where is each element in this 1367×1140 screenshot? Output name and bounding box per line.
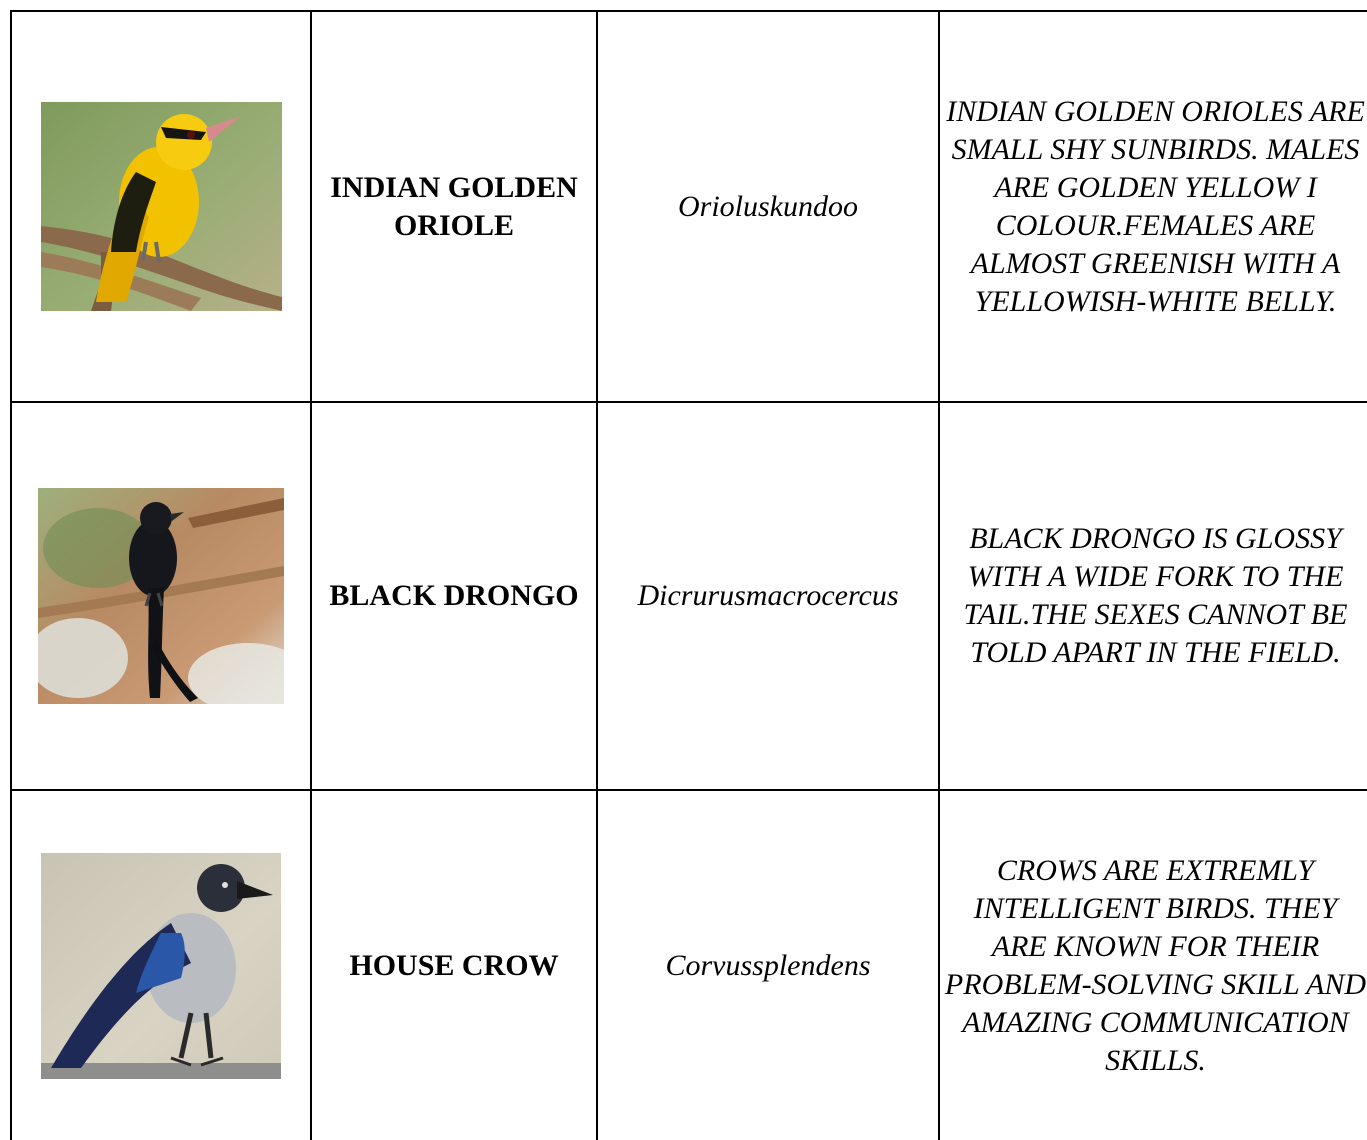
description-cell <box>939 790 1367 1140</box>
description-cell <box>939 11 1367 402</box>
scientific-name-cell <box>597 11 939 402</box>
house-crow-photo <box>41 853 281 1079</box>
bird-table <box>10 10 1367 1140</box>
scientific-name: Dicrurusmacrocercus <box>637 579 899 612</box>
scientific-name-cell <box>597 402 939 790</box>
description: CROWS ARE EXTREMLY INTELLIGENT BIRDS. THEY ARE KNOWN FOR THEIR PROBLEM-SOLVING SKILL AND AMAZING COMMUNICATION SKILLS. <box>944 853 1367 1077</box>
description-cell <box>939 402 1367 790</box>
description: INDIAN GOLDEN ORIOLES ARE SMALL SHY SUNBIRDS. MALES ARE GOLDEN YELLOW I COLOUR.FEMALES ARE ALMOST GREENISH WITH A YELLOWISH-WHITE BELLY. <box>946 94 1365 318</box>
photo-cell <box>11 402 311 790</box>
description: BLACK DRONGO IS GLOSSY WITH A WIDE FORK TO THE TAIL.THE SEXES CANNOT BE TOLD APART IN THE FIELD. <box>963 522 1348 669</box>
common-name: BLACK DRONGO <box>329 579 579 612</box>
common-name: HOUSE CROW <box>349 948 559 982</box>
photo-cell <box>11 790 311 1140</box>
black-drongo-photo <box>38 488 284 704</box>
common-name-cell <box>311 11 597 402</box>
common-name-cell <box>311 790 597 1140</box>
table-row <box>11 11 1367 402</box>
common-name: INDIAN GOLDEN ORIOLE <box>330 170 578 242</box>
common-name-cell <box>311 402 597 790</box>
indian-golden-oriole-photo <box>41 102 282 311</box>
scientific-name-cell <box>597 790 939 1140</box>
photo-cell <box>11 11 311 402</box>
scientific-name: Orioluskundoo <box>678 189 858 223</box>
table-row <box>11 402 1367 790</box>
table-row <box>11 790 1367 1140</box>
scientific-name: Corvussplendens <box>665 948 871 982</box>
